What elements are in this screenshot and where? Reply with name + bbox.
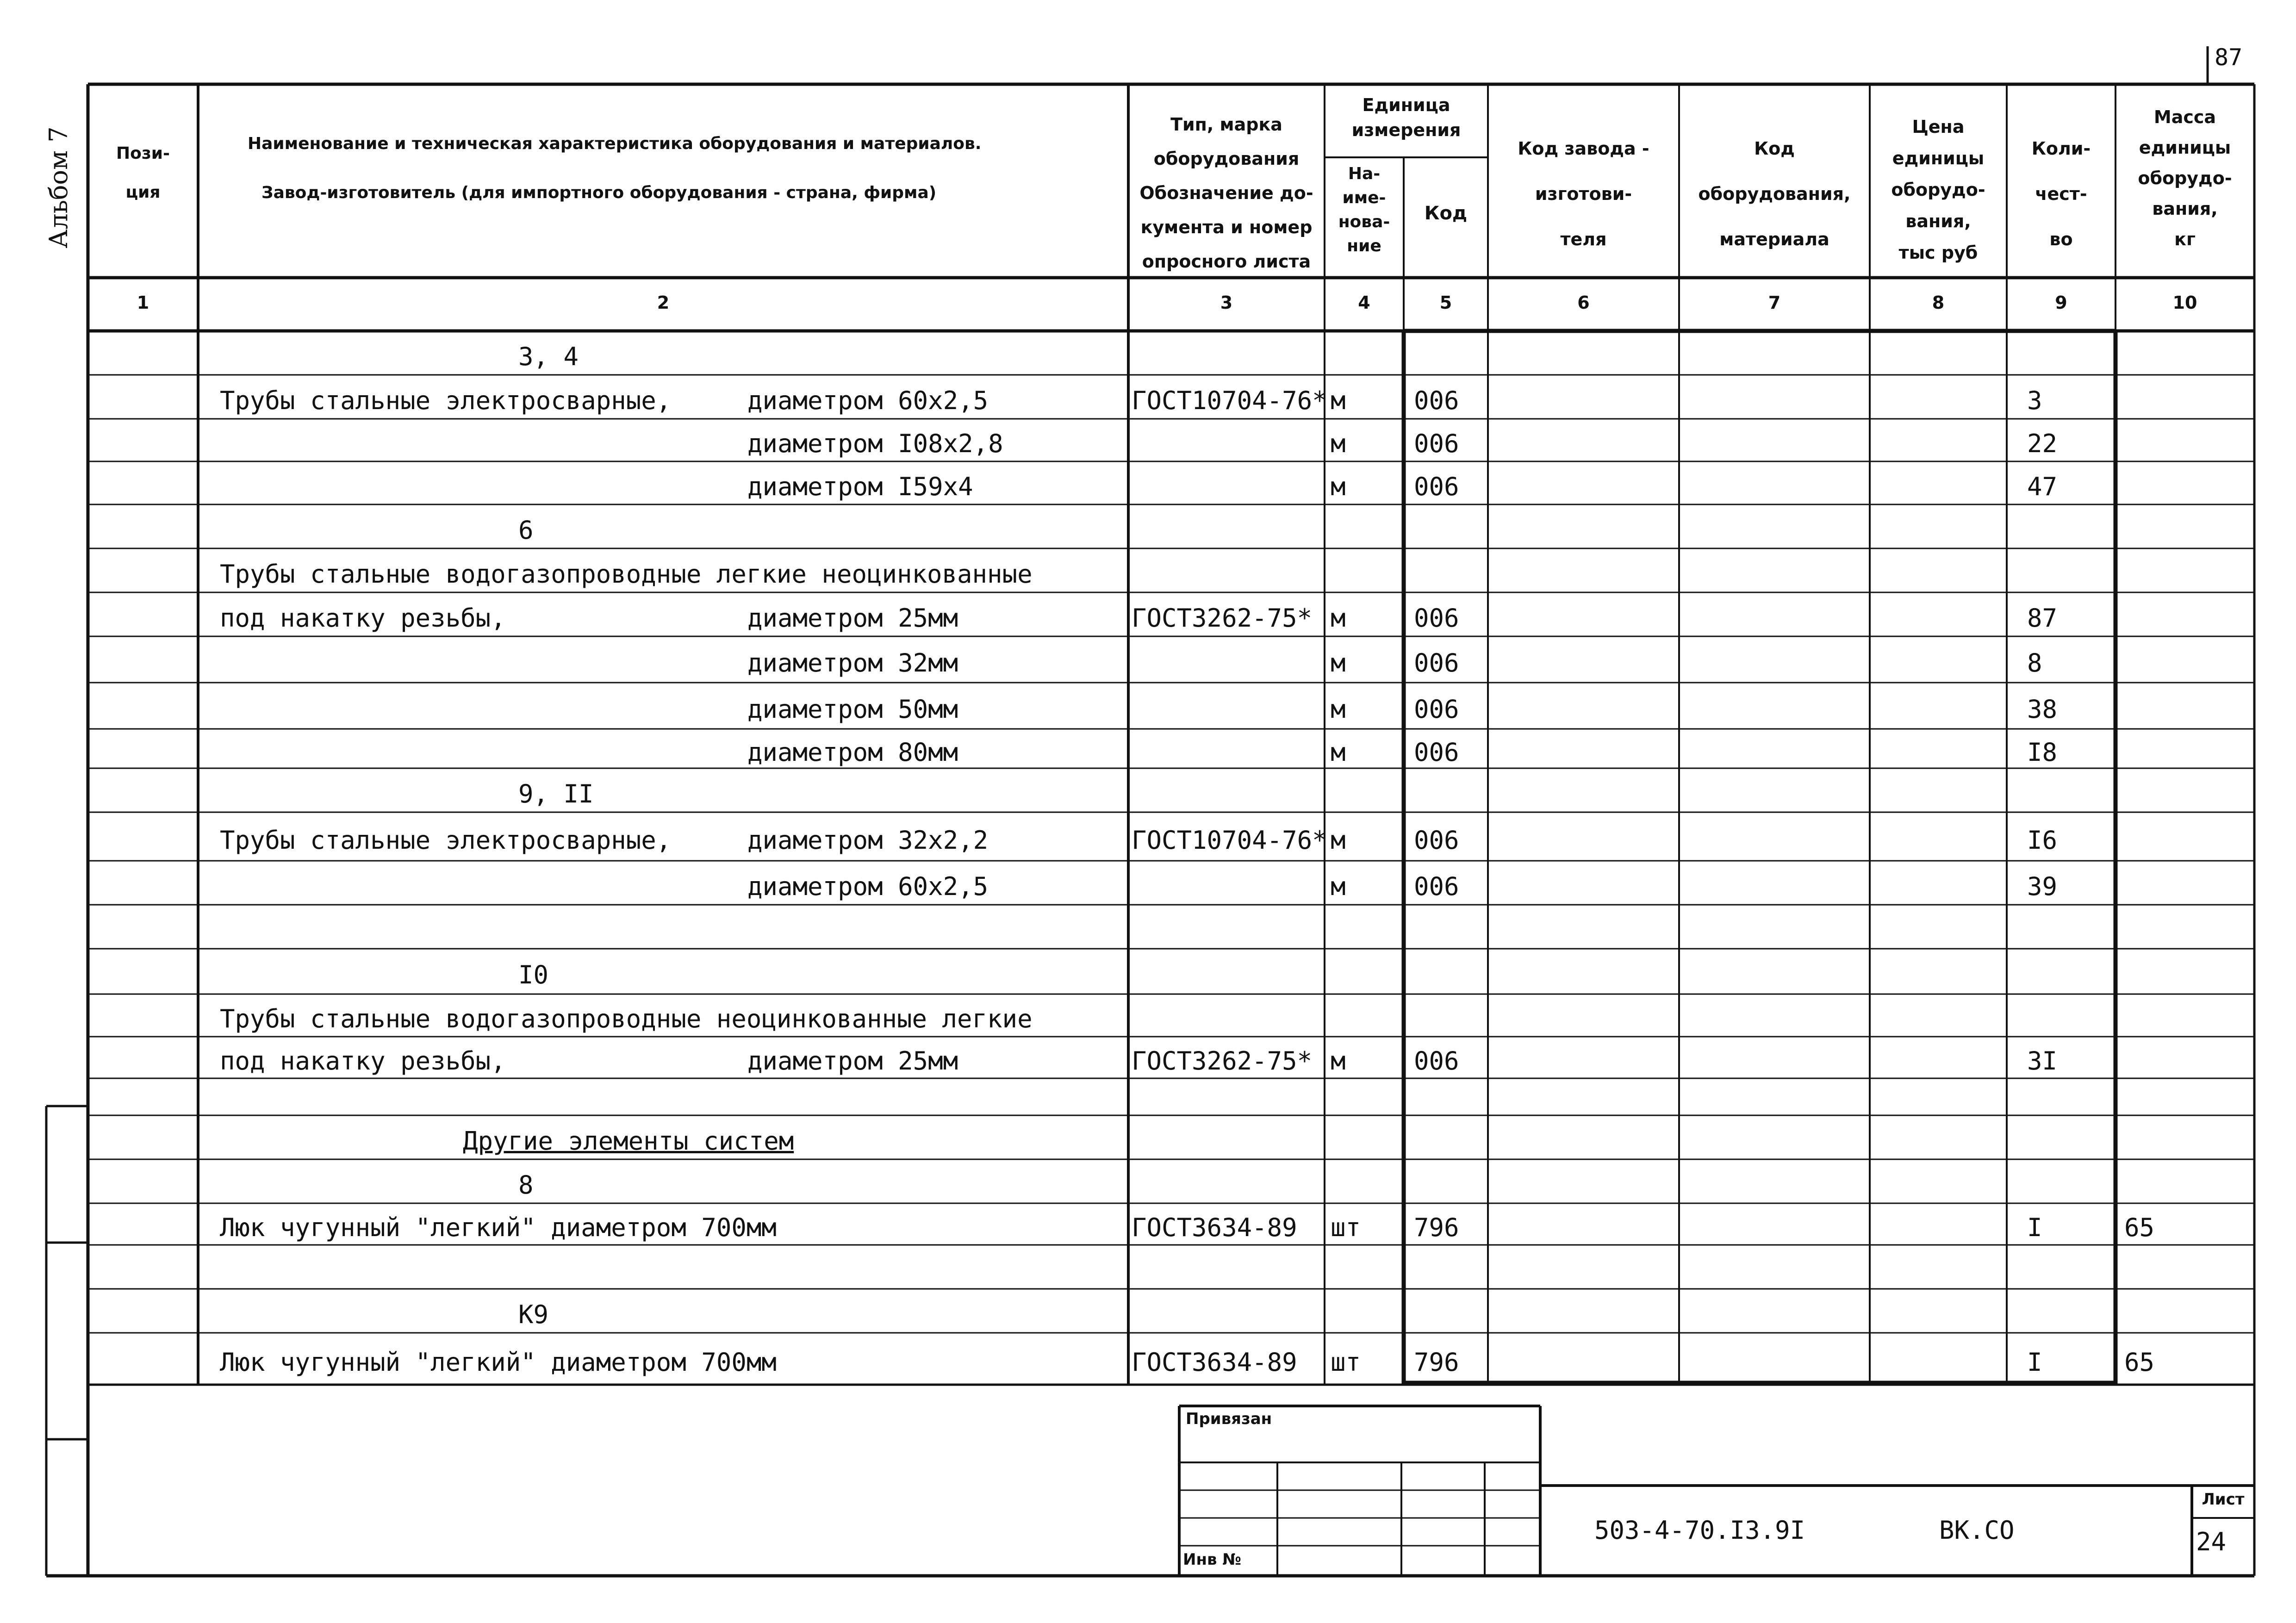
unit-code: 006: [1414, 871, 1459, 901]
colnum-1: 1: [137, 292, 149, 313]
item-name: под накатку резьбы,: [220, 1046, 506, 1076]
header-price: Цена единицы оборудо- вания, тыс руб: [1891, 117, 1985, 263]
item-name: Трубы стальные электросварные,: [220, 825, 672, 855]
item-spec: диаметром 25мм: [747, 1046, 958, 1076]
item-spec: диаметром 60x2,5: [747, 871, 989, 901]
item-standard: ГОСТ3634-89: [1132, 1348, 1297, 1377]
quantity: 38: [2027, 695, 2058, 724]
header-name-line2: Завод-изготовитель (для импортного оборудования - страна, фирма): [261, 183, 937, 202]
quantity: 22: [2027, 429, 2058, 458]
item-name: Трубы стальные водогазопроводные неоцинкованные легкие: [220, 1004, 1033, 1033]
item-standard: ГОСТ3262-75*: [1132, 1046, 1313, 1076]
unit-name: м: [1331, 1046, 1346, 1076]
unit-name: м: [1331, 386, 1346, 415]
album-label: Альбом 7: [44, 126, 73, 249]
quantity: 87: [2027, 603, 2058, 633]
item-standard: ГОСТ3634-89: [1132, 1213, 1297, 1242]
colnum-9: 9: [2055, 292, 2067, 313]
item-spec: диаметром 60x2,5: [747, 386, 989, 415]
item-spec: диаметром 32x2,2: [747, 825, 989, 855]
unit-name: м: [1331, 472, 1346, 501]
quantity: 47: [2027, 472, 2058, 501]
item-spec: диаметром I59x4: [747, 472, 973, 501]
attached-label: Привязан: [1186, 1410, 1272, 1428]
header-name-line1: Наименование и техническая характеристика оборудования и материалов.: [248, 134, 982, 153]
quantity: I8: [2027, 737, 2058, 767]
header-plant-code: Код завода - изготови- теля: [1518, 138, 1649, 249]
unit-name: м: [1331, 825, 1346, 855]
item-standard: ГОСТ10704-76*: [1132, 386, 1327, 415]
colnum-3: 3: [1220, 292, 1233, 313]
quantity: I: [2027, 1348, 2042, 1377]
unit-name: шт: [1331, 1213, 1361, 1242]
header-position: Пози- ция: [116, 144, 170, 202]
colnum-4: 4: [1358, 292, 1370, 313]
quantity: 3I: [2027, 1046, 2058, 1076]
unit-code: 006: [1414, 472, 1459, 501]
document-code: 503-4-70.I3.9I: [1594, 1516, 1805, 1545]
unit-code: 006: [1414, 386, 1459, 415]
unit-name: м: [1331, 429, 1346, 458]
item-standard: ГОСТ3262-75*: [1132, 603, 1313, 633]
section-label: 8: [518, 1170, 534, 1200]
item-spec: диаметром 32мм: [747, 648, 958, 678]
header-unit-code: Код: [1424, 203, 1468, 224]
header-quantity: Коли- чест- во: [2031, 138, 2091, 249]
section-label: I0: [518, 960, 549, 989]
unit-code: 796: [1414, 1213, 1459, 1242]
item-name: под накатку резьбы,: [220, 603, 506, 633]
inventory-number-label: Инв №: [1183, 1550, 1242, 1569]
header-type: Тип, марка оборудования Обозначение до- кумента и номер опросного листа: [1139, 114, 1313, 272]
section-label: Другие элементы систем: [463, 1126, 794, 1156]
unit-code: 796: [1414, 1348, 1459, 1377]
unit-name: м: [1331, 737, 1346, 767]
sheet-number: 24: [2196, 1527, 2227, 1556]
section-label: 3, 4: [518, 342, 579, 371]
header-mass: Масса единицы оборудо- вания, кг: [2138, 107, 2232, 249]
colnum-2: 2: [657, 292, 670, 313]
unit-code: 006: [1414, 603, 1459, 633]
quantity: 8: [2027, 648, 2042, 678]
unit-code: 006: [1414, 695, 1459, 724]
item-name: Трубы стальные водогазопроводные легкие неоцинкованные: [220, 559, 1033, 589]
unit-mass: 65: [2124, 1348, 2155, 1377]
colnum-8: 8: [1932, 292, 1945, 313]
colnum-7: 7: [1768, 292, 1781, 313]
header-equipment-code: Код оборудования, материала: [1698, 138, 1851, 249]
sheet-label: Лист: [2202, 1490, 2245, 1509]
item-standard: ГОСТ10704-76*: [1132, 825, 1327, 855]
page-number: 87: [2215, 44, 2243, 71]
item-spec: диаметром 25мм: [747, 603, 958, 633]
unit-code: 006: [1414, 737, 1459, 767]
quantity: I: [2027, 1213, 2042, 1242]
unit-code: 006: [1414, 648, 1459, 678]
quantity: I6: [2027, 825, 2058, 855]
unit-code: 006: [1414, 429, 1459, 458]
item-name: Трубы стальные электросварные,: [220, 386, 672, 415]
section-label: 9, II: [518, 779, 594, 808]
colnum-10: 10: [2172, 292, 2197, 313]
header-unit-group: Единица измерения: [1351, 95, 1461, 140]
quantity: 39: [2027, 871, 2058, 901]
unit-name: м: [1331, 871, 1346, 901]
unit-name: м: [1331, 603, 1346, 633]
item-spec: диаметром 50мм: [747, 695, 958, 724]
unit-name: шт: [1331, 1348, 1361, 1377]
item-name: Люк чугунный "легкий" диаметром 700мм: [220, 1348, 777, 1377]
item-spec: диаметром 80мм: [747, 737, 958, 767]
section-label: 6: [518, 515, 534, 545]
unit-code: 006: [1414, 825, 1459, 855]
section-label: К9: [518, 1300, 549, 1329]
unit-name: м: [1331, 648, 1346, 678]
unit-code: 006: [1414, 1046, 1459, 1076]
item-name: Люк чугунный "легкий" диаметром 700мм: [220, 1213, 777, 1242]
header-unit-name: На- име- нова- ние: [1338, 164, 1390, 255]
colnum-6: 6: [1577, 292, 1590, 313]
unit-name: м: [1331, 695, 1346, 724]
item-spec: диаметром I08x2,8: [747, 429, 1003, 458]
document-mark: ВК.СО: [1939, 1516, 2015, 1545]
colnum-5: 5: [1439, 292, 1452, 313]
unit-mass: 65: [2124, 1213, 2155, 1242]
quantity: 3: [2027, 386, 2042, 415]
